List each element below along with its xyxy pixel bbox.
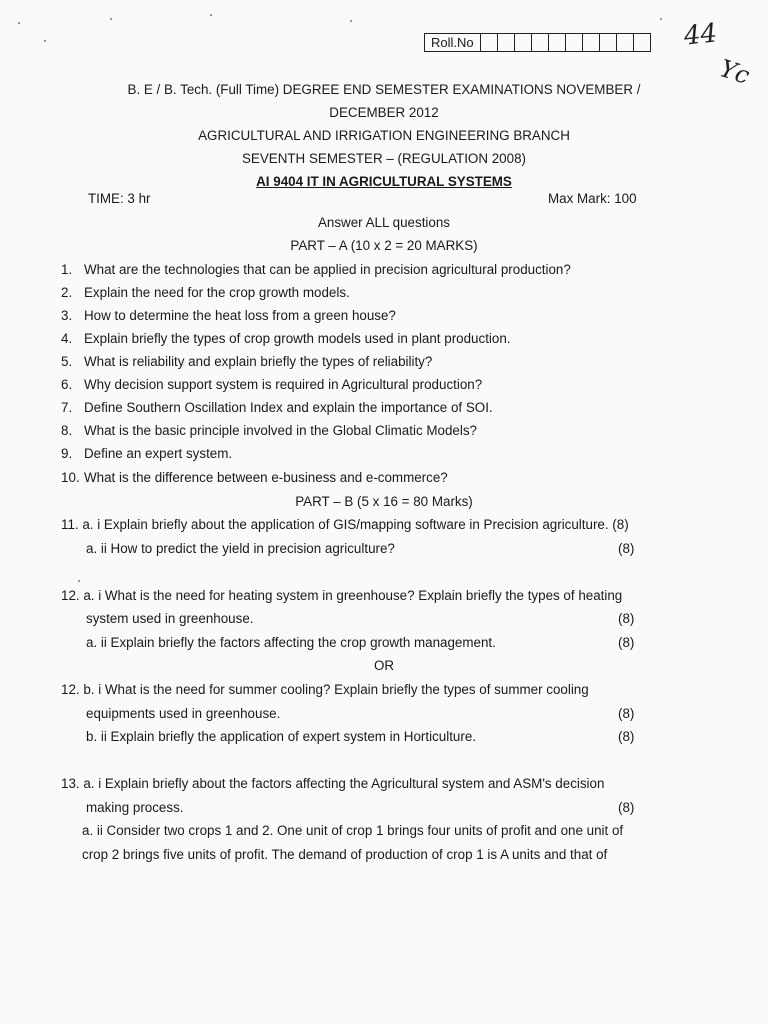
question-text: Define Southern Oscillation Index and explain the importance of SOI. bbox=[84, 400, 493, 415]
question-number: 6. bbox=[61, 377, 73, 392]
roll-cell bbox=[481, 34, 498, 51]
question-mark: (8) bbox=[618, 800, 635, 815]
question-mark: (8) bbox=[618, 729, 635, 744]
roll-cell bbox=[634, 34, 650, 51]
question-mark: (8) bbox=[618, 635, 635, 650]
question-number: 5. bbox=[61, 354, 73, 369]
question-13a-i: 13. a. i Explain briefly about the factors affecting the Agricultural system and ASM's decision bbox=[61, 776, 605, 791]
roll-number-box bbox=[424, 33, 651, 52]
branch-title: AGRICULTURAL AND IRRIGATION ENGINEERING BRANCH bbox=[198, 128, 570, 143]
question-mark: (8) bbox=[618, 706, 635, 721]
question-text: Why decision support system is required in Agricultural production? bbox=[84, 377, 483, 392]
time-label: TIME: 3 hr bbox=[88, 191, 151, 206]
question-13a-i-cont: making process. bbox=[86, 800, 184, 815]
scan-speck bbox=[660, 18, 662, 20]
scan-speck bbox=[44, 40, 46, 42]
scan-speck bbox=[210, 14, 212, 16]
handwritten-count: 44 bbox=[682, 18, 719, 52]
or-divider: OR bbox=[373, 658, 395, 673]
question-number: 9. bbox=[61, 446, 73, 461]
question-text: What are the technologies that can be applied in precision agricultural production? bbox=[84, 262, 571, 277]
roll-cell bbox=[600, 34, 617, 51]
part-b-title: PART – B (5 x 16 = 80 Marks) bbox=[295, 494, 473, 509]
question-12a-i: 12. a. i What is the need for heating system in greenhouse? Explain briefly the types of heating bbox=[61, 588, 623, 603]
roll-cell bbox=[617, 34, 634, 51]
question-text: What is the difference between e-business and e-commerce? bbox=[84, 470, 448, 485]
question-13a-ii: a. ii Consider two crops 1 and 2. One unit of crop 1 brings four units of profit and one unit of bbox=[82, 823, 624, 838]
scan-speck bbox=[78, 580, 80, 582]
question-11a-ii: a. ii How to predict the yield in precision agriculture? bbox=[86, 541, 395, 556]
roll-cell bbox=[549, 34, 566, 51]
max-mark-label: Max Mark: 100 bbox=[548, 191, 637, 206]
course-title: AI 9404 IT IN AGRICULTURAL SYSTEMS bbox=[256, 174, 512, 189]
question-11a-i: 11. a. i Explain briefly about the application of GIS/mapping software in Precision agriculture. (8) bbox=[61, 517, 629, 532]
question-number: 10. bbox=[61, 470, 80, 485]
question-text: Explain briefly the types of crop growth models used in plant production. bbox=[84, 331, 511, 346]
scan-speck bbox=[350, 20, 352, 22]
exam-title-line1: B. E / B. Tech. (Full Time) DEGREE END SEMESTER EXAMINATIONS NOVEMBER / bbox=[127, 82, 641, 97]
scan-speck bbox=[18, 22, 20, 24]
question-number: 7. bbox=[61, 400, 73, 415]
question-12a-ii: a. ii Explain briefly the factors affecting the crop growth management. bbox=[86, 635, 496, 650]
roll-cell bbox=[532, 34, 549, 51]
question-mark: (8) bbox=[618, 541, 635, 556]
question-13a-ii-cont: crop 2 brings five units of profit. The demand of production of crop 1 is A units and that of bbox=[82, 847, 608, 862]
question-text: What is reliability and explain briefly the types of reliability? bbox=[84, 354, 433, 369]
part-a-title: PART – A (10 x 2 = 20 MARKS) bbox=[290, 238, 478, 253]
roll-number-label: Roll.No bbox=[425, 34, 481, 51]
question-text: How to determine the heat loss from a green house? bbox=[84, 308, 396, 323]
question-number: 3. bbox=[61, 308, 73, 323]
question-number: 4. bbox=[61, 331, 73, 346]
question-number: 8. bbox=[61, 423, 73, 438]
question-12b-i: 12. b. i What is the need for summer cooling? Explain briefly the types of summer cooling bbox=[61, 682, 589, 697]
question-number: 1. bbox=[61, 262, 73, 277]
question-12b-i-cont: equipments used in greenhouse. bbox=[86, 706, 281, 721]
roll-cell bbox=[566, 34, 583, 51]
roll-cell bbox=[515, 34, 532, 51]
exam-title-line2: DECEMBER 2012 bbox=[329, 105, 439, 120]
question-12a-i-cont: system used in greenhouse. bbox=[86, 611, 254, 626]
question-number: 2. bbox=[61, 285, 73, 300]
semester-title: SEVENTH SEMESTER – (REGULATION 2008) bbox=[241, 151, 526, 166]
question-12b-ii: b. ii Explain briefly the application of expert system in Horticulture. bbox=[86, 729, 476, 744]
scan-speck bbox=[110, 18, 112, 20]
roll-cell bbox=[498, 34, 515, 51]
question-mark: (8) bbox=[618, 611, 635, 626]
question-text: Define an expert system. bbox=[84, 446, 233, 461]
handwritten-initials: Yc bbox=[716, 54, 753, 90]
question-text: What is the basic principle involved in the Global Climatic Models? bbox=[84, 423, 477, 438]
roll-cell bbox=[583, 34, 600, 51]
question-text: Explain the need for the crop growth models. bbox=[84, 285, 350, 300]
instruction: Answer ALL questions bbox=[317, 215, 450, 230]
